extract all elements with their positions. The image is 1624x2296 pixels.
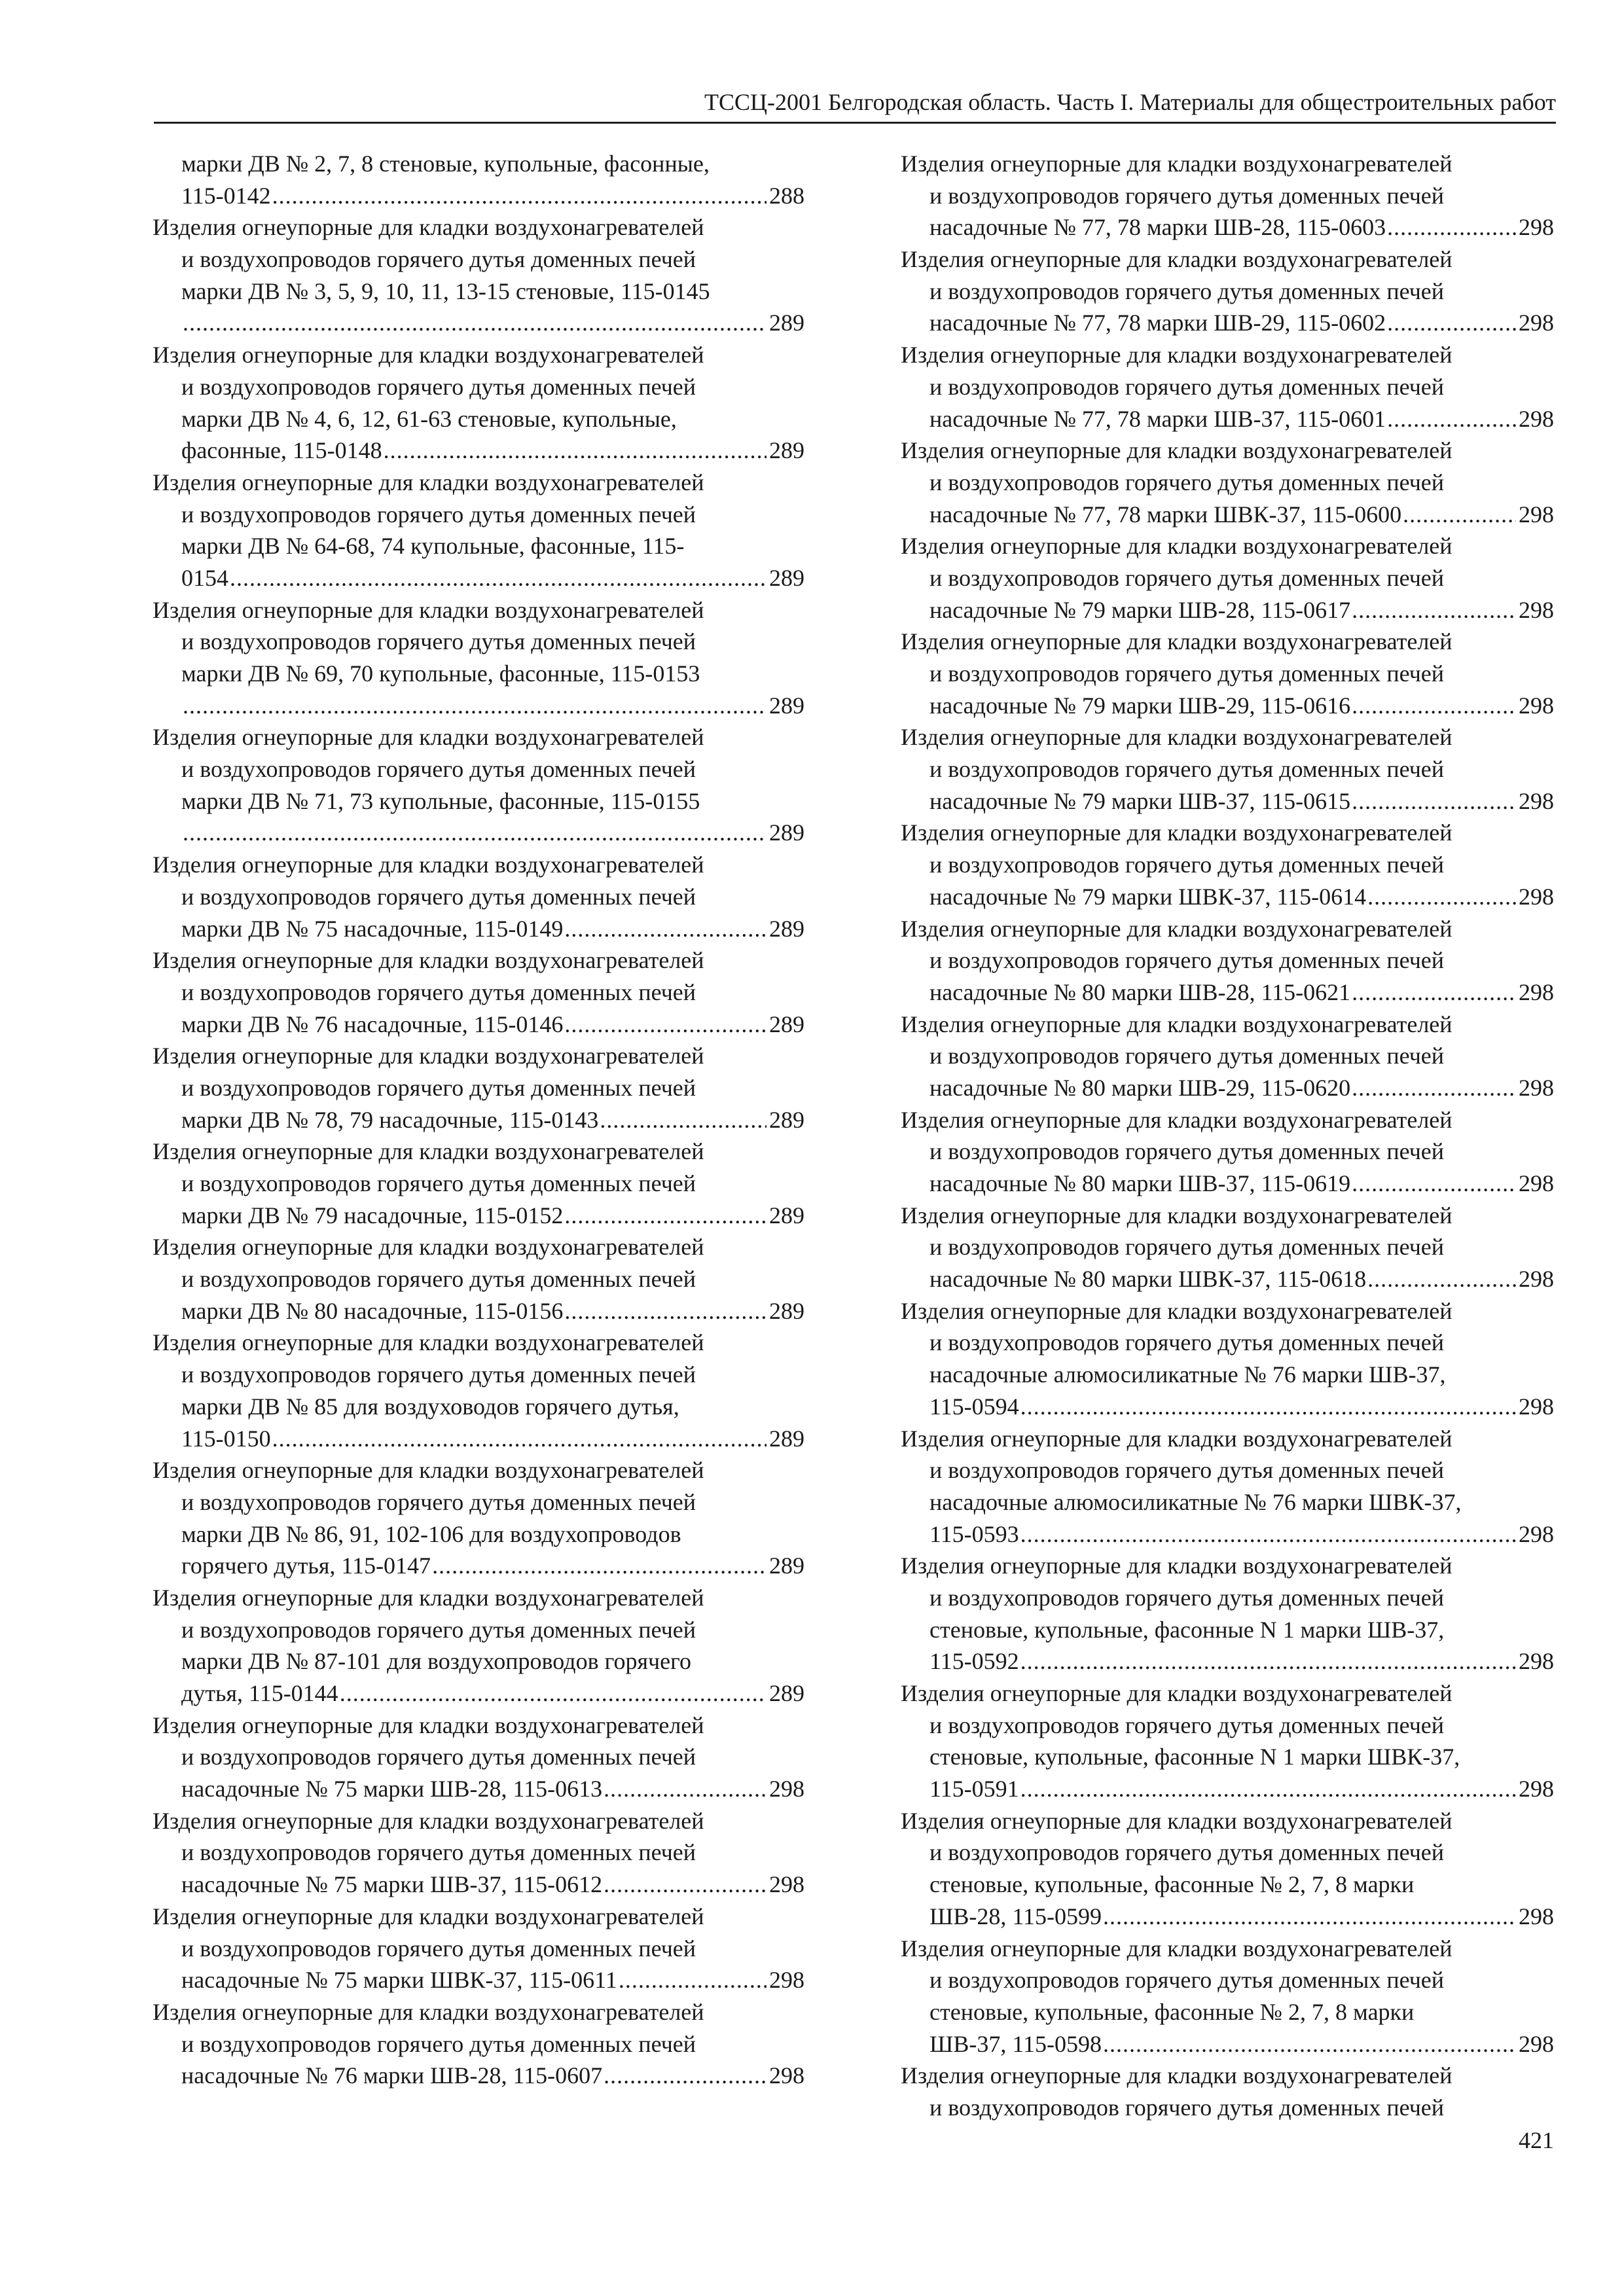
entry-line: и воздухопроводов горячего дутья доменных печей bbox=[181, 628, 696, 655]
entry-line: стеновые, купольные, фасонные N 1 марки ШВ-37, bbox=[929, 1616, 1445, 1643]
dot-leader bbox=[432, 1550, 767, 1582]
entry-line bbox=[901, 1645, 1554, 1677]
entry-page-number: 298 bbox=[1519, 1074, 1554, 1101]
index-entry bbox=[901, 1104, 1554, 1200]
entry-text: насадочные № 80 марки ШВ-29, 115-0620 bbox=[929, 1074, 1351, 1101]
entry-page-number: 298 bbox=[1519, 883, 1554, 910]
entry-line bbox=[153, 1295, 804, 1327]
entry-line: и воздухопроводов горячего дутья доменных печей bbox=[929, 947, 1445, 974]
index-entry bbox=[901, 1200, 1554, 1295]
entry-line bbox=[901, 1773, 1554, 1805]
entry-line bbox=[153, 180, 804, 212]
entry-line: и воздухопроводов горячего дутья доменных печей bbox=[181, 1616, 696, 1643]
entry-text: насадочные № 75 марки ШВК-37, 115-0611 bbox=[181, 1967, 617, 1994]
entry-page-number: 289 bbox=[769, 1106, 804, 1133]
entry-text: 115-0593 bbox=[929, 1520, 1019, 1547]
entry-line: Изделия огнеупорные для кладки воздухонагревателей bbox=[153, 1457, 704, 1484]
entry-line: Изделия огнеупорные для кладки воздухонагревателей bbox=[901, 533, 1453, 560]
entry-line: и воздухопроводов горячего дутья доменных печей bbox=[181, 1935, 696, 1962]
entry-line bbox=[153, 2060, 804, 2092]
entry-line: Изделия огнеупорные для кладки воздухонагревателей bbox=[901, 819, 1453, 846]
entry-line bbox=[901, 2028, 1554, 2060]
entry-line bbox=[153, 690, 804, 722]
entry-line: и воздухопроводов горячего дутья доменных печей bbox=[181, 756, 696, 783]
entry-line: марки ДВ № 3, 5, 9, 10, 11, 13-15 стеновые, 115-0145 bbox=[181, 278, 710, 304]
entry-line: марки ДВ № 2, 7, 8 стеновые, купольные, фасонные, bbox=[181, 151, 710, 177]
dot-leader bbox=[1352, 977, 1516, 1009]
entry-line: марки ДВ № 69, 70 купольные, фасонные, 115-0153 bbox=[181, 660, 700, 687]
dot-leader bbox=[340, 1677, 767, 1710]
entry-line: и воздухопроводов горячего дутья доменных печей bbox=[181, 1170, 696, 1196]
index-entry bbox=[901, 1295, 1554, 1423]
dot-leader bbox=[1352, 594, 1516, 626]
entry-page-number: 298 bbox=[1519, 1266, 1554, 1293]
dot-leader bbox=[1352, 785, 1516, 817]
entry-line: и воздухопроводов горячего дутья доменных печей bbox=[181, 373, 696, 400]
entry-text: марки ДВ № 76 насадочные, 115-0146 bbox=[181, 1011, 564, 1037]
entry-line: и воздухопроводов горячего дутья доменных печей bbox=[929, 1234, 1445, 1261]
entry-line bbox=[153, 1964, 804, 1996]
index-entry bbox=[153, 944, 804, 1040]
entry-line: Изделия огнеупорные для кладки воздухонагревателей bbox=[153, 1043, 704, 1069]
entry-line: и воздухопроводов горячего дутья доменных печей bbox=[181, 1839, 696, 1866]
entry-line: и воздухопроводов горячего дутья доменных печей bbox=[181, 1488, 696, 1515]
index-entry bbox=[901, 435, 1554, 530]
entry-text: насадочные № 77, 78 марки ШВ-28, 115-0603 bbox=[929, 214, 1386, 241]
entry-page-number: 288 bbox=[769, 182, 804, 209]
entry-line: и воздухопроводов горячего дутья доменных печей bbox=[929, 1043, 1445, 1069]
entry-line bbox=[901, 1168, 1554, 1200]
entry-line bbox=[901, 881, 1554, 913]
dot-leader bbox=[183, 307, 767, 339]
entry-line: и воздухопроводов горячего дутья доменных печей bbox=[929, 1967, 1445, 1994]
dot-leader bbox=[272, 180, 767, 212]
index-entry bbox=[901, 339, 1554, 435]
entry-text: марки ДВ № 75 насадочные, 115-0149 bbox=[181, 915, 564, 942]
entry-page-number: 289 bbox=[769, 915, 804, 942]
dot-leader bbox=[1020, 1773, 1516, 1805]
entry-line bbox=[901, 403, 1554, 435]
entry-text: насадочные № 80 марки ШВ-28, 115-0621 bbox=[929, 978, 1351, 1005]
index-entry bbox=[153, 1996, 804, 2092]
entry-line: и воздухопроводов горячего дутья доменных печей bbox=[181, 246, 696, 273]
entry-line bbox=[153, 1200, 804, 1232]
entry-page-number: 298 bbox=[1519, 1903, 1554, 1929]
entry-line bbox=[153, 307, 804, 339]
entry-page-number: 298 bbox=[769, 2062, 804, 2089]
entry-line: и воздухопроводов горячего дутья доменных печей bbox=[929, 852, 1445, 878]
index-column-right bbox=[901, 148, 1554, 2124]
index-entry bbox=[901, 1677, 1554, 1805]
index-entry bbox=[901, 721, 1554, 817]
index-entry bbox=[153, 467, 804, 594]
entry-page-number: 298 bbox=[1519, 787, 1554, 814]
entry-text: насадочные № 75 марки ШВ-37, 115-0612 bbox=[181, 1871, 603, 1898]
entry-line: Изделия огнеупорные для кладки воздухонагревателей bbox=[901, 1552, 1453, 1579]
entry-line: и воздухопроводов горячего дутья доменных печей bbox=[181, 1266, 696, 1293]
entry-line: Изделия огнеупорные для кладки воздухонагревателей bbox=[901, 1297, 1453, 1324]
dot-leader bbox=[230, 562, 767, 594]
entry-page-number: 298 bbox=[1519, 978, 1554, 1005]
entry-line: Изделия огнеупорные для кладки воздухонагревателей bbox=[901, 1935, 1453, 1962]
dot-leader bbox=[1020, 1645, 1516, 1677]
entry-line: Изделия огнеупорные для кладки воздухонагревателей bbox=[153, 214, 704, 241]
entry-line bbox=[153, 1677, 804, 1710]
entry-page-number: 289 bbox=[769, 1552, 804, 1579]
entry-line: и воздухопроводов горячего дутья доменных печей bbox=[929, 1457, 1445, 1484]
entry-line: марки ДВ № 71, 73 купольные, фасонные, 115-0155 bbox=[181, 787, 700, 814]
entry-line bbox=[153, 1423, 804, 1455]
index-entry bbox=[153, 1805, 804, 1901]
entry-line: Изделия огнеупорные для кладки воздухонагревателей bbox=[153, 1998, 704, 2025]
index-entry bbox=[153, 1454, 804, 1582]
entry-text: насадочные № 79 марки ШВ-29, 115-0616 bbox=[929, 692, 1351, 719]
index-entry bbox=[153, 1582, 804, 1710]
entry-page-number: 298 bbox=[769, 1776, 804, 1803]
entry-line: стеновые, купольные, фасонные № 2, 7, 8 марки bbox=[929, 1871, 1415, 1898]
entry-line: Изделия огнеупорные для кладки воздухонагревателей bbox=[153, 1138, 704, 1165]
index-entry bbox=[901, 530, 1554, 626]
entry-line: Изделия огнеупорные для кладки воздухонагревателей bbox=[901, 1106, 1453, 1133]
index-entry bbox=[901, 1933, 1554, 2060]
entry-line bbox=[901, 499, 1554, 531]
entry-text: насадочные № 79 марки ШВ-28, 115-0617 bbox=[929, 596, 1351, 623]
entry-line: Изделия огнеупорные для кладки воздухонагревателей bbox=[153, 469, 704, 495]
dot-leader bbox=[1403, 499, 1516, 531]
entry-page-number: 289 bbox=[769, 564, 804, 591]
index-entry bbox=[153, 1040, 804, 1136]
entry-line bbox=[153, 1550, 804, 1582]
entry-line: и воздухопроводов горячего дутья доменных печей bbox=[929, 1584, 1445, 1611]
entry-text: горячего дутья, 115-0147 bbox=[181, 1552, 431, 1579]
entry-line bbox=[153, 913, 804, 945]
entry-page-number: 298 bbox=[769, 1967, 804, 1994]
entry-text: 115-0591 bbox=[929, 1776, 1019, 1803]
index-entry bbox=[153, 594, 804, 722]
index-entry bbox=[153, 339, 804, 467]
entry-line bbox=[153, 1104, 804, 1136]
entry-line: марки ДВ № 85 для воздуховодов горячего дутья, bbox=[181, 1393, 679, 1420]
dot-leader bbox=[564, 913, 767, 945]
entry-line: насадочные алюмосиликатные № 76 марки ШВК-37, bbox=[929, 1488, 1462, 1515]
index-entry bbox=[901, 1805, 1554, 1933]
entry-page-number: 289 bbox=[769, 1202, 804, 1229]
entry-line: стеновые, купольные, фасонные № 2, 7, 8 марки bbox=[929, 1998, 1415, 2025]
entry-line bbox=[153, 1009, 804, 1041]
entry-line: Изделия огнеупорные для кладки воздухонагревателей bbox=[153, 947, 704, 974]
dot-leader bbox=[1020, 1518, 1516, 1551]
entry-line bbox=[901, 977, 1554, 1009]
entry-text: фасонные, 115-0148 bbox=[181, 437, 382, 464]
entry-line: и воздухопроводов горячего дутья доменных печей bbox=[181, 978, 696, 1005]
entry-text: ШВ-28, 115-0599 bbox=[929, 1903, 1102, 1929]
entry-line: и воздухопроводов горячего дутья доменных печей bbox=[929, 278, 1445, 304]
entry-line: и воздухопроводов горячего дутья доменных печей bbox=[181, 1744, 696, 1770]
entry-line: и воздухопроводов горячего дутья доменных печей bbox=[929, 1329, 1445, 1356]
entry-page-number: 298 bbox=[1519, 310, 1554, 336]
entry-line: и воздухопроводов горячего дутья доменных печей bbox=[929, 1839, 1445, 1866]
entry-page-number: 298 bbox=[1519, 1393, 1554, 1420]
index-entry bbox=[153, 1710, 804, 1805]
entry-line bbox=[901, 594, 1554, 626]
entry-line bbox=[901, 785, 1554, 817]
entry-text: насадочные № 80 марки ШВК-37, 115-0618 bbox=[929, 1266, 1367, 1293]
entry-page-number: 298 bbox=[1519, 1648, 1554, 1675]
entry-page-number: 289 bbox=[769, 1297, 804, 1324]
entry-text: ШВ-37, 115-0598 bbox=[929, 2030, 1102, 2057]
entry-line: и воздухопроводов горячего дутья доменных печей bbox=[929, 469, 1445, 495]
index-entry bbox=[153, 1231, 804, 1327]
dot-leader bbox=[604, 1869, 767, 1901]
entry-line: Изделия огнеупорные для кладки воздухонагревателей bbox=[901, 724, 1453, 751]
entry-line bbox=[901, 307, 1554, 339]
entry-page-number: 289 bbox=[769, 1425, 804, 1452]
dot-leader bbox=[604, 2060, 767, 2092]
entry-text: марки ДВ № 79 насадочные, 115-0152 bbox=[181, 1202, 564, 1229]
index-entry bbox=[901, 243, 1554, 339]
entry-line: Изделия огнеупорные для кладки воздухонагревателей bbox=[153, 342, 704, 368]
index-entry bbox=[153, 148, 804, 211]
entry-text: 115-0142 bbox=[181, 182, 271, 209]
dot-leader bbox=[183, 690, 767, 722]
entry-line: марки ДВ № 87-101 для воздухопроводов горячего bbox=[181, 1648, 691, 1675]
entry-line: Изделия огнеупорные для кладки воздухонагревателей bbox=[153, 1234, 704, 1261]
entry-line: и воздухопроводов горячего дутья доменных печей bbox=[929, 2094, 1445, 2121]
dot-leader bbox=[1387, 307, 1516, 339]
index-entry bbox=[153, 849, 804, 944]
index-entry bbox=[901, 913, 1554, 1009]
entry-text: насадочные № 79 марки ШВК-37, 115-0614 bbox=[929, 883, 1367, 910]
entry-line: Изделия огнеупорные для кладки воздухонагревателей bbox=[153, 1807, 704, 1834]
entry-line bbox=[901, 1263, 1554, 1295]
dot-leader bbox=[183, 817, 767, 849]
entry-page-number: 289 bbox=[769, 310, 804, 336]
entry-line bbox=[153, 435, 804, 467]
entry-line: Изделия огнеупорные для кладки воздухонагревателей bbox=[901, 628, 1453, 655]
header-title: ТССЦ-2001 Белгородская область. Часть I. Материалы для общестроительных работ bbox=[704, 89, 1556, 115]
entry-text: дутья, 115-0144 bbox=[181, 1680, 338, 1706]
entry-page-number: 289 bbox=[769, 437, 804, 464]
entry-page-number: 289 bbox=[769, 692, 804, 719]
entry-text: марки ДВ № 78, 79 насадочные, 115-0143 bbox=[181, 1106, 599, 1133]
entry-page-number: 298 bbox=[1519, 596, 1554, 623]
entry-line: Изделия огнеупорные для кладки воздухонагревателей bbox=[153, 1712, 704, 1738]
entry-line bbox=[901, 1518, 1554, 1551]
dot-leader bbox=[1367, 881, 1516, 913]
entry-line: Изделия огнеупорные для кладки воздухонагревателей bbox=[901, 437, 1453, 464]
entry-line: марки ДВ № 86, 91, 102-106 для воздухопроводов bbox=[181, 1520, 681, 1547]
entry-line: Изделия огнеупорные для кладки воздухонагревателей bbox=[901, 1202, 1453, 1229]
entry-page-number: 289 bbox=[769, 819, 804, 846]
index-entry bbox=[901, 1009, 1554, 1104]
dot-leader bbox=[564, 1009, 767, 1041]
index-entry bbox=[153, 211, 804, 339]
index-entry bbox=[153, 1136, 804, 1231]
entry-line bbox=[901, 1391, 1554, 1423]
entry-page-number: 289 bbox=[769, 1011, 804, 1037]
entry-text: насадочные № 76 марки ШВ-28, 115-0607 bbox=[181, 2062, 603, 2089]
entry-line bbox=[153, 562, 804, 594]
entry-line: Изделия огнеупорные для кладки воздухонагревателей bbox=[901, 342, 1453, 368]
entry-line bbox=[153, 817, 804, 849]
entry-page-number: 298 bbox=[1519, 1520, 1554, 1547]
entry-text: 115-0594 bbox=[929, 1393, 1019, 1420]
entry-line: Изделия огнеупорные для кладки воздухонагревателей bbox=[153, 1329, 704, 1356]
entry-line: марки ДВ № 64-68, 74 купольные, фасонные, 115- bbox=[181, 533, 685, 560]
entry-line: Изделия огнеупорные для кладки воздухонагревателей bbox=[901, 246, 1453, 273]
entry-page-number: 298 bbox=[1519, 1776, 1554, 1803]
entry-line: и воздухопроводов горячего дутья доменных печей bbox=[929, 373, 1445, 400]
dot-leader bbox=[1387, 403, 1516, 435]
entry-line bbox=[901, 690, 1554, 722]
entry-text: 115-0150 bbox=[181, 1425, 271, 1452]
running-header bbox=[154, 84, 1556, 124]
dot-leader bbox=[1367, 1263, 1516, 1295]
entry-text: 0154 bbox=[181, 564, 228, 591]
entry-page-number: 298 bbox=[1519, 692, 1554, 719]
entry-line: Изделия огнеупорные для кладки воздухонагревателей bbox=[901, 1807, 1453, 1834]
index-entry bbox=[153, 721, 804, 849]
dot-leader bbox=[619, 1964, 767, 1996]
dot-leader bbox=[564, 1295, 767, 1327]
entry-line bbox=[153, 1773, 804, 1805]
entry-line: насадочные алюмосиликатные № 76 марки ШВ-37, bbox=[929, 1361, 1446, 1388]
entry-line: и воздухопроводов горячего дутья доменных печей bbox=[929, 564, 1445, 591]
dot-leader bbox=[1352, 1072, 1516, 1104]
index-entry bbox=[901, 626, 1554, 721]
dot-leader bbox=[604, 1773, 767, 1805]
index-column-left bbox=[153, 148, 804, 2092]
entry-line: и воздухопроводов горячего дутья доменных печей bbox=[929, 1138, 1445, 1165]
entry-text: насадочные № 77, 78 марки ШВК-37, 115-0600 bbox=[929, 501, 1402, 528]
entry-text: насадочные № 77, 78 марки ШВ-29, 115-0602 bbox=[929, 310, 1386, 336]
dot-leader bbox=[1387, 211, 1516, 243]
entry-page-number: 298 bbox=[1519, 214, 1554, 241]
entry-line: Изделия огнеупорные для кладки воздухонагревателей bbox=[901, 1011, 1453, 1037]
dot-leader bbox=[1103, 1901, 1516, 1933]
entry-page-number: 298 bbox=[1519, 1170, 1554, 1196]
dot-leader bbox=[1352, 1168, 1516, 1200]
index-entry bbox=[901, 1550, 1554, 1677]
entry-line: и воздухопроводов горячего дутья доменных печей bbox=[181, 1074, 696, 1101]
index-entry bbox=[153, 1327, 804, 1454]
entry-page-number: 298 bbox=[1519, 501, 1554, 528]
entry-line bbox=[901, 1072, 1554, 1104]
index-entry bbox=[901, 817, 1554, 912]
entry-line: марки ДВ № 4, 6, 12, 61-63 стеновые, купольные, bbox=[181, 405, 677, 432]
entry-line: и воздухопроводов горячего дутья доменных печей bbox=[181, 2030, 696, 2057]
index-entry bbox=[901, 148, 1554, 243]
entry-text: насадочные № 75 марки ШВ-28, 115-0613 bbox=[181, 1776, 603, 1803]
entry-line bbox=[901, 211, 1554, 243]
entry-page-number: 298 bbox=[769, 1871, 804, 1898]
index-entry bbox=[153, 1901, 804, 1996]
entry-line: и воздухопроводов горячего дутья доменных печей bbox=[181, 501, 696, 528]
entry-line: Изделия огнеупорные для кладки воздухонагревателей bbox=[901, 2062, 1453, 2089]
entry-text: насадочные № 77, 78 марки ШВ-37, 115-0601 bbox=[929, 405, 1386, 432]
entry-line: и воздухопроводов горячего дутья доменных печей bbox=[929, 1712, 1445, 1738]
entry-line: Изделия огнеупорные для кладки воздухонагревателей bbox=[153, 596, 704, 623]
entry-text: насадочные № 79 марки ШВ-37, 115-0615 bbox=[929, 787, 1351, 814]
dot-leader bbox=[600, 1104, 767, 1136]
index-entry bbox=[901, 2060, 1554, 2123]
entry-line: Изделия огнеупорные для кладки воздухонагревателей bbox=[153, 1584, 704, 1611]
dot-leader bbox=[1352, 690, 1516, 722]
entry-line: и воздухопроводов горячего дутья доменных печей bbox=[181, 1361, 696, 1388]
entry-line bbox=[153, 1869, 804, 1901]
entry-line: Изделия огнеупорные для кладки воздухонагревателей bbox=[901, 1425, 1453, 1452]
entry-line: и воздухопроводов горячего дутья доменных печей bbox=[929, 182, 1445, 209]
dot-leader bbox=[1103, 2028, 1516, 2060]
entry-line: и воздухопроводов горячего дутья доменных печей bbox=[929, 756, 1445, 783]
entry-text: насадочные № 80 марки ШВ-37, 115-0619 bbox=[929, 1170, 1351, 1196]
dot-leader bbox=[1020, 1391, 1516, 1423]
dot-leader bbox=[272, 1423, 767, 1455]
dot-leader bbox=[384, 435, 767, 467]
entry-line: Изделия огнеупорные для кладки воздухонагревателей bbox=[153, 724, 704, 751]
page-number: 421 bbox=[1519, 2127, 1554, 2153]
entry-line bbox=[901, 1901, 1554, 1933]
entry-page-number: 298 bbox=[1519, 2030, 1554, 2057]
entry-text: марки ДВ № 80 насадочные, 115-0156 bbox=[181, 1297, 564, 1324]
entry-page-number: 289 bbox=[769, 1680, 804, 1706]
entry-text: 115-0592 bbox=[929, 1648, 1019, 1675]
entry-line: Изделия огнеупорные для кладки воздухонагревателей bbox=[901, 915, 1453, 942]
entry-line: Изделия огнеупорные для кладки воздухонагревателей bbox=[901, 1680, 1453, 1706]
entry-line: стеновые, купольные, фасонные N 1 марки ШВК-37, bbox=[929, 1744, 1460, 1770]
entry-line: Изделия огнеупорные для кладки воздухонагревателей bbox=[153, 852, 704, 878]
entry-line: и воздухопроводов горячего дутья доменных печей bbox=[181, 883, 696, 910]
index-entry bbox=[901, 1423, 1554, 1551]
entry-page-number: 298 bbox=[1519, 405, 1554, 432]
dot-leader bbox=[564, 1200, 767, 1232]
entry-line: Изделия огнеупорные для кладки воздухонагревателей bbox=[153, 1903, 704, 1929]
entry-line: и воздухопроводов горячего дутья доменных печей bbox=[929, 660, 1445, 687]
entry-line: Изделия огнеупорные для кладки воздухонагревателей bbox=[901, 151, 1453, 177]
